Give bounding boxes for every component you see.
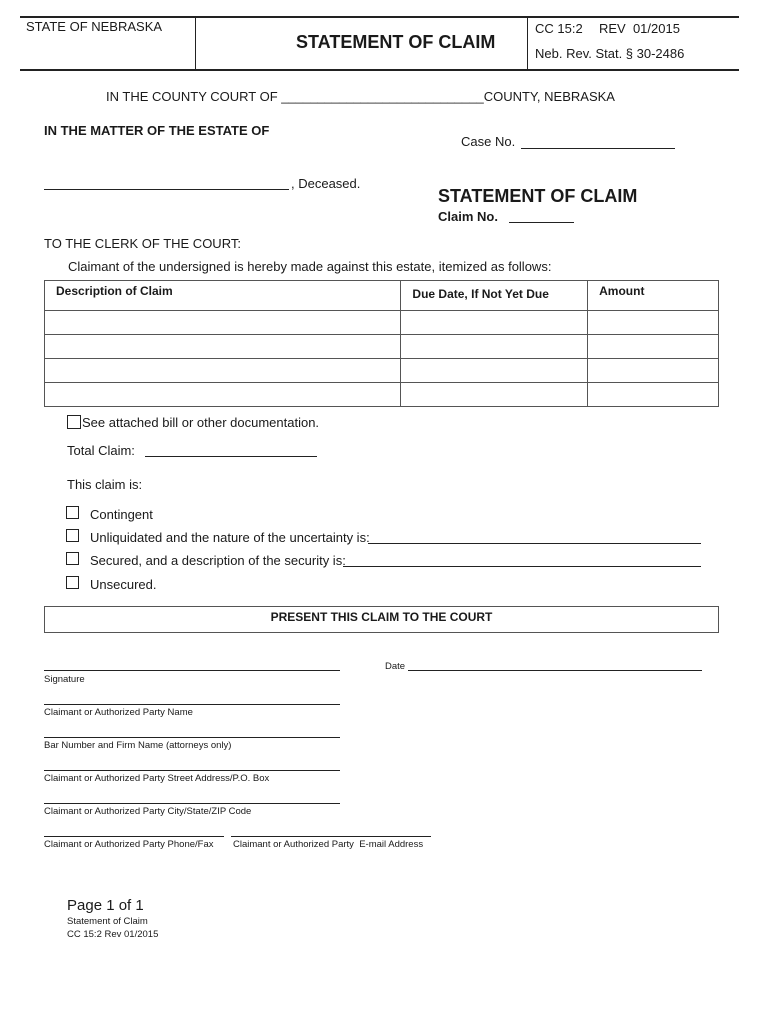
footer-doc-name: Statement of Claim bbox=[67, 916, 148, 927]
estate-label: IN THE MATTER OF THE ESTATE OF bbox=[44, 123, 270, 138]
unsecured-checkbox[interactable] bbox=[66, 576, 79, 589]
to-clerk: TO THE CLERK OF THE COURT: bbox=[44, 236, 241, 251]
county-court-line: IN THE COUNTY COURT OF ____________________________COUNTY, NEBRASKA bbox=[106, 89, 615, 104]
table-row bbox=[45, 335, 719, 359]
total-claim-label: Total Claim: bbox=[67, 443, 135, 458]
claim-no-label: Claim No. bbox=[438, 209, 498, 224]
contingent-checkbox[interactable] bbox=[66, 506, 79, 519]
signature-label: Signature bbox=[44, 674, 85, 685]
email-field[interactable] bbox=[231, 823, 431, 837]
unliquidated-checkbox[interactable] bbox=[66, 529, 79, 542]
amount-cell[interactable] bbox=[588, 311, 719, 335]
deceased-name-field[interactable] bbox=[44, 175, 289, 190]
email-label: Claimant or Authorized Party E-mail Address bbox=[233, 839, 424, 850]
header-bottom-rule bbox=[20, 69, 739, 71]
case-no-label: Case No. bbox=[461, 134, 516, 149]
phone-fax-field[interactable] bbox=[44, 823, 224, 837]
signature-field[interactable] bbox=[44, 657, 340, 671]
table-row bbox=[45, 359, 719, 383]
amount-cell[interactable] bbox=[588, 383, 719, 407]
form-title: STATEMENT OF CLAIM bbox=[296, 32, 496, 52]
security-description-field[interactable] bbox=[343, 552, 701, 567]
claim-type-heading: This claim is: bbox=[67, 477, 143, 492]
amount-cell[interactable] bbox=[588, 335, 719, 359]
col-due-date-header: Due Date, If Not Yet Due bbox=[401, 281, 588, 311]
revision: REV 01/2015 bbox=[599, 21, 680, 36]
table-row bbox=[45, 311, 719, 335]
claim-no-field[interactable] bbox=[509, 209, 574, 223]
col-description-header: Description of Claim bbox=[45, 281, 401, 311]
name-field[interactable] bbox=[44, 691, 340, 705]
street-address-label: Claimant or Authorized Party Street Address/P.O. Box bbox=[44, 773, 270, 784]
street-address-field[interactable] bbox=[44, 757, 340, 771]
secured-label: Secured, and a description of the security is: bbox=[90, 553, 346, 568]
table-header-row bbox=[45, 281, 719, 311]
due-date-cell[interactable] bbox=[401, 359, 588, 383]
description-cell[interactable] bbox=[45, 383, 401, 407]
deceased-label: , Deceased. bbox=[291, 176, 361, 191]
header-divider-left bbox=[195, 16, 196, 71]
claim-title: STATEMENT OF CLAIM bbox=[438, 186, 638, 206]
contingent-label: Contingent bbox=[90, 507, 153, 522]
unliquidated-label: Unliquidated and the nature of the uncertainty is: bbox=[90, 530, 370, 545]
header-top-rule bbox=[20, 16, 739, 18]
description-cell[interactable] bbox=[45, 359, 401, 383]
attached-documentation-label: See attached bill or other documentation. bbox=[82, 415, 320, 430]
footer-doc-code: CC 15:2 Rev 01/2015 bbox=[67, 929, 159, 940]
form-code: CC 15:2 bbox=[535, 21, 583, 36]
state-label: STATE OF NEBRASKA bbox=[26, 19, 163, 34]
page-number: Page 1 of 1 bbox=[67, 897, 144, 914]
present-claim-text: PRESENT THIS CLAIM TO THE COURT bbox=[270, 610, 493, 624]
uncertainty-field[interactable] bbox=[368, 529, 701, 544]
header-divider-right bbox=[527, 16, 528, 71]
amount-cell[interactable] bbox=[588, 359, 719, 383]
attached-documentation-checkbox[interactable] bbox=[67, 415, 81, 429]
statute: Neb. Rev. Stat. § 30-2486 bbox=[535, 46, 685, 61]
case-no-field[interactable] bbox=[521, 134, 675, 149]
date-label: Date bbox=[385, 661, 406, 672]
city-state-zip-label: Claimant or Authorized Party City/State/ZIP Code bbox=[44, 806, 252, 817]
secured-checkbox[interactable] bbox=[66, 552, 79, 565]
present-claim-banner bbox=[44, 606, 719, 633]
date-field[interactable] bbox=[408, 657, 702, 671]
name-label: Claimant or Authorized Party Name bbox=[44, 707, 193, 718]
due-date-cell[interactable] bbox=[401, 383, 588, 407]
description-cell[interactable] bbox=[45, 311, 401, 335]
bar-number-field[interactable] bbox=[44, 724, 340, 738]
col-amount-header: Amount bbox=[588, 281, 719, 311]
total-claim-field[interactable] bbox=[145, 442, 317, 457]
intro-text: Claimant of the undersigned is hereby made against this estate, itemized as follows: bbox=[68, 259, 552, 274]
due-date-cell[interactable] bbox=[401, 335, 588, 359]
city-state-zip-field[interactable] bbox=[44, 790, 340, 804]
table-row bbox=[45, 383, 719, 407]
claims-table bbox=[44, 280, 719, 407]
bar-number-label: Bar Number and Firm Name (attorneys only) bbox=[44, 740, 232, 751]
description-cell[interactable] bbox=[45, 335, 401, 359]
phone-fax-label: Claimant or Authorized Party Phone/Fax bbox=[44, 839, 214, 850]
due-date-cell[interactable] bbox=[401, 311, 588, 335]
unsecured-label: Unsecured. bbox=[90, 577, 157, 592]
